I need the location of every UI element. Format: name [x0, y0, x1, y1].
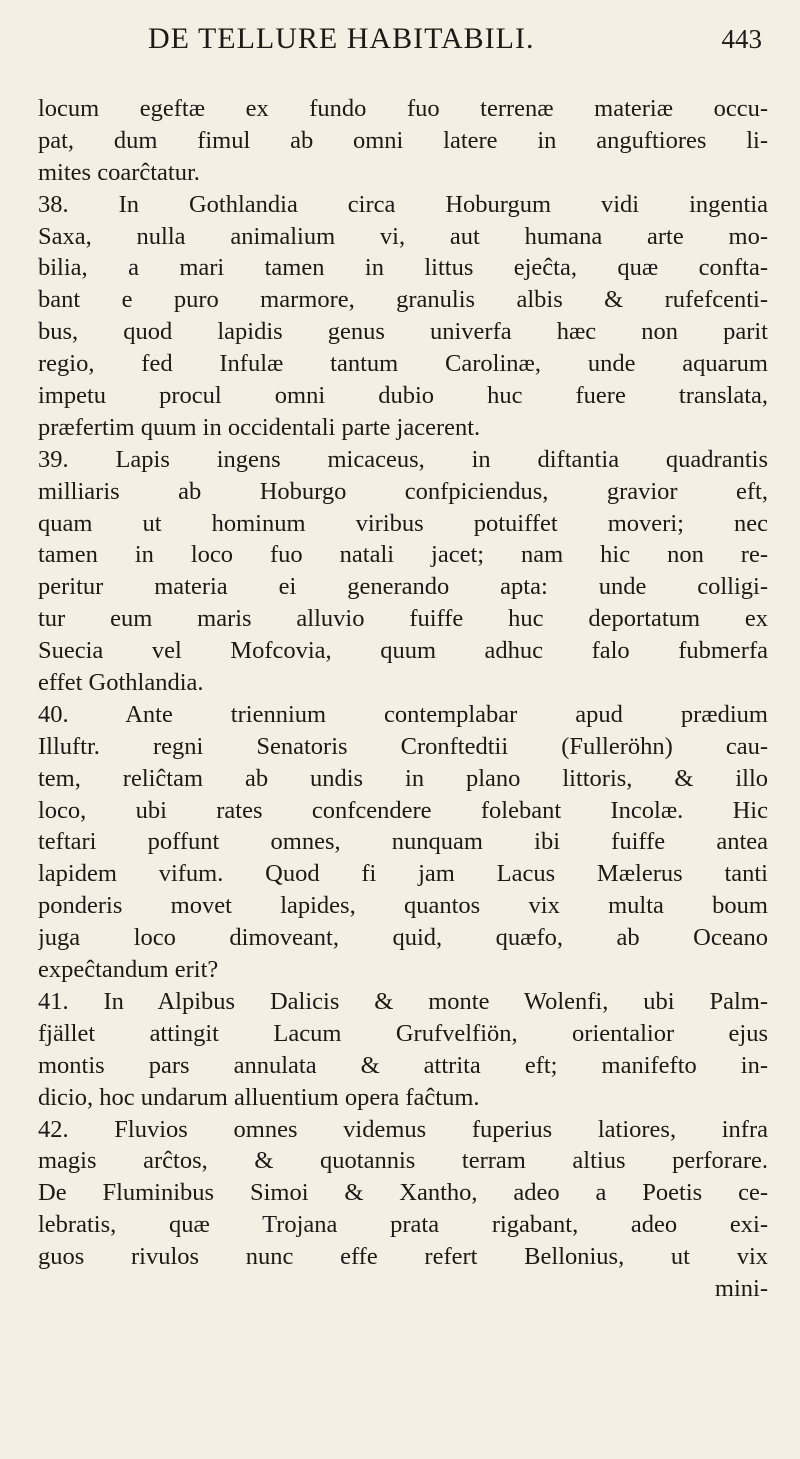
- text-line: lapidem vifum. Quod fi jam Lacus Mælerus tanti: [38, 860, 768, 888]
- text-line: fjället attingit Lacum Grufvelfiön, orientalior ejus: [38, 1019, 768, 1047]
- text-line: quam ut hominum viribus potuiffet moveri; nec: [38, 509, 768, 537]
- text-line: locum egeftæ ex fundo fuo terrenæ materiæ occu-: [38, 95, 768, 122]
- text-line: juga loco dimoveant, quid, quæfo, ab Oceano: [38, 924, 768, 952]
- text-line: Saxa, nulla animalium vi, aut humana arte mo-: [38, 222, 768, 250]
- text-line: De Fluminibus Simoi & Xantho, adeo a Poetis ce-: [38, 1179, 768, 1207]
- text-line: dicio, hoc undarum alluentium opera faĉtum.: [38, 1083, 480, 1111]
- page-header: [0, 14, 800, 64]
- text-line: tamen in loco fuo natali jacet; nam hic non re-: [38, 541, 768, 569]
- text-line: bant e puro marmore, granulis albis & rufefcenti-: [38, 286, 768, 314]
- text-line: 41. In Alpibus Dalicis & monte Wolenfi, ubi Palm-: [38, 987, 768, 1015]
- running-title: DE TELLURE HABITABILI.: [148, 22, 535, 55]
- catchword: mini-: [714, 1274, 768, 1302]
- text-line: lebratis, quæ Trojana prata rigabant, adeo exi-: [38, 1211, 768, 1239]
- text-line: expeĉtandum erit?: [38, 956, 219, 984]
- text-line: Suecia vel Mofcovia, quum adhuc falo fubmerfa: [38, 637, 768, 665]
- text-line: 42. Fluvios omnes videmus fuperius latiores, infra: [38, 1115, 768, 1143]
- text-line: effet Gothlandia.: [38, 669, 204, 697]
- text-line: bus, quod lapidis genus univerfa hæc non parit: [38, 318, 768, 346]
- text-line: teftari poffunt omnes, nunquam ibi fuiffe antea: [38, 828, 768, 856]
- text-line: mites coarĉtatur.: [38, 158, 200, 186]
- text-line: præfertim quum in occidentali parte jacerent.: [38, 413, 481, 441]
- text-line: bilia, a mari tamen in littus ejeĉta, quæ confta-: [38, 254, 768, 282]
- text-line: tem, reliĉtam ab undis in plano littoris, & illo: [38, 764, 768, 792]
- text-line: loco, ubi rates confcendere folebant Incolæ. Hic: [38, 796, 768, 824]
- text-line: 40. Ante triennium contemplabar apud prædium: [38, 700, 768, 728]
- text-line: Illuftr. regni Senatoris Cronftedtii (Fulleröhn) cau-: [38, 732, 768, 760]
- text-line: impetu procul omni dubio huc fuere translata,: [38, 382, 768, 410]
- text-line: pat, dum fimul ab omni latere in anguftiores li-: [38, 126, 768, 154]
- text-line: milliaris ab Hoburgo confpiciendus, gravior eft,: [38, 477, 768, 505]
- text-line: montis pars annulata & attrita eft; manifefto in-: [38, 1051, 768, 1079]
- text-line: regio, fed Infulæ tantum Carolinæ, unde aquarum: [38, 350, 768, 378]
- text-line: ponderis movet lapides, quantos vix multa boum: [38, 892, 768, 920]
- text-line: peritur materia ei generando apta: unde colligi-: [38, 573, 768, 601]
- body-text: [38, 93, 768, 1305]
- text-line: guos rivulos nunc effe refert Bellonius, ut vix: [38, 1243, 768, 1271]
- text-line: tur eum maris alluvio fuiffe huc deportatum ex: [38, 605, 768, 633]
- text-line: magis arĉtos, & quotannis terram altius perforare.: [38, 1147, 768, 1175]
- page-number: 443: [721, 24, 762, 54]
- text-line: 39. Lapis ingens micaceus, in diftantia quadrantis: [38, 445, 768, 473]
- text-line: 38. In Gothlandia circa Hoburgum vidi ingentia: [38, 190, 768, 218]
